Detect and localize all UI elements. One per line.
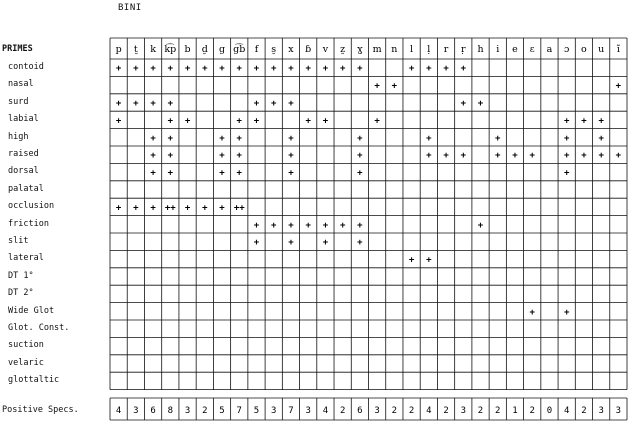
feature-cell-plus: + xyxy=(219,203,225,214)
segment-header: ɣ xyxy=(357,44,363,55)
segment-header: z̮ xyxy=(340,44,346,55)
feature-cell-plus: + xyxy=(357,151,363,162)
feature-label: Wide Glot xyxy=(8,305,55,316)
feature-label: slit xyxy=(8,236,29,246)
segment-header: h xyxy=(477,44,484,55)
positive-specs-label: Positive Specs. xyxy=(2,405,79,415)
feature-cell-plus: + xyxy=(288,168,294,179)
positive-spec-count: 2 xyxy=(443,406,449,416)
feature-cell-plus: + xyxy=(477,99,484,109)
feature-cell-plus: + xyxy=(563,133,570,144)
feature-cell-plus: + xyxy=(236,64,242,75)
feature-cell-plus: + xyxy=(322,116,329,127)
positive-spec-count: 3 xyxy=(184,406,191,416)
positive-spec-count: 6 xyxy=(150,406,156,416)
feature-cell-plus: + xyxy=(150,151,156,162)
feature-cell-plus: + xyxy=(271,99,277,109)
feature-cell-plus: + xyxy=(563,307,570,318)
positive-spec-count: 7 xyxy=(288,406,294,416)
feature-label: DT 1° xyxy=(8,270,34,281)
feature-cell-plus: + xyxy=(408,255,415,266)
feature-cell-plus: + xyxy=(391,81,398,92)
feature-cell-plus: + xyxy=(184,203,191,214)
feature-cell-plus: + xyxy=(408,64,415,75)
feature-cell-plus: + xyxy=(581,116,587,127)
segment-header: x xyxy=(288,44,294,55)
segment-header: k xyxy=(150,44,156,55)
segment-header: ĩ xyxy=(616,44,620,55)
feature-cell-plus: + xyxy=(495,151,501,162)
feature-label: contoid xyxy=(8,62,44,72)
positive-spec-count: 2 xyxy=(529,406,535,416)
feature-cell-plus: + xyxy=(167,99,174,109)
feature-cell-plus: + xyxy=(598,133,604,144)
feature-cell-plus: + xyxy=(563,116,570,127)
feature-cell-plus: + xyxy=(322,64,329,75)
positive-spec-count: 2 xyxy=(477,406,484,416)
feature-label: raised xyxy=(8,149,39,159)
feature-cell-plus: + xyxy=(460,99,466,109)
segment-header: f xyxy=(254,44,259,55)
feature-cell-plus: + xyxy=(150,99,156,109)
positive-spec-count: 1 xyxy=(512,406,518,416)
segment-header: u xyxy=(598,44,605,55)
primes-heading: PRIMES xyxy=(2,44,33,54)
feature-cell-plus: + xyxy=(477,220,484,231)
feature-cell-plus: + xyxy=(357,238,363,249)
positive-spec-count: 5 xyxy=(253,406,260,416)
feature-label: lateral xyxy=(8,253,44,264)
feature-cell-plus: + xyxy=(305,64,311,75)
positive-spec-count: 3 xyxy=(460,406,466,416)
feature-label: suction xyxy=(8,340,44,351)
feature-cell-plus: + xyxy=(253,116,260,127)
positive-spec-count: 2 xyxy=(408,406,415,416)
feature-cell-plus: + xyxy=(253,220,260,231)
feature-cell-plus: + xyxy=(426,151,432,162)
positive-spec-count: 3 xyxy=(374,406,380,416)
feature-cell-plus: + xyxy=(184,64,191,75)
feature-cell-plus: + xyxy=(219,64,225,75)
feature-cell-plus: + xyxy=(529,307,535,318)
feature-cell-plus: + xyxy=(236,116,242,127)
feature-cell-plus: + xyxy=(529,151,535,162)
positive-spec-count: 5 xyxy=(219,406,225,416)
feature-cell-plus: + xyxy=(167,64,174,75)
segment-header: ɛ xyxy=(529,44,535,55)
feature-cell-plus: + xyxy=(115,64,122,75)
feature-cell-plus: + xyxy=(253,64,260,75)
positive-spec-count: 2 xyxy=(339,406,346,416)
document-title: BINI xyxy=(118,3,142,13)
feature-cell-plus: + xyxy=(236,133,242,144)
feature-cell-plus: + xyxy=(443,151,449,162)
feature-cell-plus: + xyxy=(167,116,174,127)
feature-cell-plus: + xyxy=(219,133,225,144)
feature-cell-plus: + xyxy=(236,151,242,162)
feature-cell-plus: + xyxy=(598,116,604,127)
feature-cell-plus: + xyxy=(563,151,570,162)
feature-label: surd xyxy=(8,96,29,107)
feature-cell-plus: + xyxy=(184,116,191,127)
feature-label: Glot. Const. xyxy=(8,323,70,333)
segment-header: i xyxy=(496,44,500,55)
feature-label: velaric xyxy=(8,357,44,368)
feature-cell-plus: + xyxy=(288,133,294,144)
feature-label: labial xyxy=(8,114,39,125)
feature-label: dorsal xyxy=(8,166,39,177)
feature-cell-plus: + xyxy=(167,133,174,144)
feature-cell-plus: + xyxy=(133,64,139,75)
feature-cell-plus: + xyxy=(426,133,432,144)
feature-cell-plus: + xyxy=(615,151,622,162)
feature-cell-plus: + xyxy=(150,64,156,75)
feature-cell-plus: + xyxy=(615,81,622,92)
feature-cell-plus: + xyxy=(219,151,225,162)
feature-cell-plus: + xyxy=(357,133,363,144)
segment-header: g͡b xyxy=(233,44,246,55)
feature-cell-plus: + xyxy=(253,99,260,109)
feature-cell-plus: + xyxy=(288,220,294,231)
positive-spec-count: 3 xyxy=(598,406,604,416)
feature-cell-plus: + xyxy=(357,220,363,231)
feature-cell-plus: + xyxy=(374,116,380,127)
feature-cell-plus: + xyxy=(115,203,122,214)
feature-label: nasal xyxy=(8,79,34,90)
segment-header: ɓ xyxy=(305,44,312,55)
feature-cell-plus: + xyxy=(271,64,277,75)
segment-header: t̮ xyxy=(133,44,138,55)
feature-label: glottaltic xyxy=(8,375,60,386)
feature-cell-plus: + xyxy=(219,168,225,179)
feature-cell-plus: + xyxy=(443,64,449,75)
positive-spec-count: 4 xyxy=(563,406,570,416)
segment-header: a xyxy=(546,44,553,55)
positive-spec-count: 4 xyxy=(426,406,432,416)
feature-cell-plus: + xyxy=(167,168,174,179)
segment-header: ḷ xyxy=(427,44,431,55)
feature-cell-plus: + xyxy=(305,116,311,127)
segment-header: p xyxy=(115,44,122,55)
positive-spec-count: 4 xyxy=(115,406,122,416)
feature-cell-plus: + xyxy=(322,238,329,249)
feature-cell-plus: + xyxy=(150,168,156,179)
segment-header: s̮ xyxy=(271,44,277,55)
feature-cell-plus: + xyxy=(460,64,466,75)
feature-cell-plus: + xyxy=(288,151,294,162)
feature-cell-plus: + xyxy=(271,220,277,231)
positive-spec-count: 2 xyxy=(581,406,587,416)
feature-cell-plus: + xyxy=(460,151,466,162)
feature-cell-plus: + xyxy=(150,203,156,214)
feature-cell-plus: + xyxy=(236,168,242,179)
feature-cell-plus: + xyxy=(288,64,294,75)
feature-cell-plus: + xyxy=(512,151,518,162)
positive-spec-count: 6 xyxy=(357,406,363,416)
positive-spec-count: 3 xyxy=(305,406,311,416)
positive-spec-count: 3 xyxy=(133,406,139,416)
feature-cell-plus: + xyxy=(322,220,329,231)
feature-cell-plus: + xyxy=(598,151,604,162)
feature-cell-plus: + xyxy=(495,133,501,144)
segment-header: d̮ xyxy=(201,44,208,55)
feature-cell-plus: + xyxy=(426,255,432,266)
feature-cell-plus: + xyxy=(150,133,156,144)
feature-cell-plus: + xyxy=(133,203,139,214)
feature-cell-plus: + xyxy=(133,99,139,109)
feature-cell-plus: + xyxy=(202,64,208,75)
segment-header: r xyxy=(443,44,449,55)
feature-cell-plus: + xyxy=(115,116,122,127)
positive-spec-count: 2 xyxy=(202,406,208,416)
segment-header: ṛ xyxy=(461,44,466,55)
feature-label: palatal xyxy=(8,183,44,194)
feature-label: high xyxy=(8,131,29,142)
feature-cell-plus: + xyxy=(339,220,346,231)
positive-spec-count: 0 xyxy=(546,406,553,416)
segment-header: l xyxy=(410,44,414,55)
feature-cell-plus: + xyxy=(357,168,363,179)
segment-header: e xyxy=(512,44,518,55)
feature-cell-plus: + xyxy=(357,64,363,75)
segment-header: o xyxy=(581,44,587,55)
feature-label: occlusion xyxy=(8,201,55,212)
segment-header: n xyxy=(391,44,398,55)
feature-cell-plus: + xyxy=(288,99,294,109)
feature-label: friction xyxy=(8,218,49,229)
positive-spec-count: 2 xyxy=(391,406,398,416)
feature-cell-plus: + xyxy=(374,81,380,92)
feature-cell-plus: + xyxy=(426,64,432,75)
positive-spec-count: 4 xyxy=(322,406,329,416)
segment-header: m xyxy=(372,44,382,55)
feature-cell-plus: + xyxy=(202,203,208,214)
positive-spec-count: 3 xyxy=(271,406,277,416)
positive-spec-count: 8 xyxy=(167,406,174,416)
segment-header: ɔ xyxy=(564,44,570,55)
feature-cell-plus: + xyxy=(115,99,122,109)
feature-cell-plus: + xyxy=(305,220,311,231)
feature-label: DT 2° xyxy=(8,288,34,299)
feature-cell-plus: ++ xyxy=(164,203,176,214)
feature-cell-plus: ++ xyxy=(233,203,245,214)
segment-header: k͡p xyxy=(164,44,177,55)
feature-cell-plus: + xyxy=(581,151,587,162)
feature-cell-plus: + xyxy=(563,168,570,179)
feature-cell-plus: + xyxy=(288,238,294,249)
feature-cell-plus: + xyxy=(253,238,260,249)
positive-spec-count: 2 xyxy=(495,406,501,416)
segment-header: v xyxy=(322,44,329,55)
segment-header: g xyxy=(218,44,226,55)
positive-spec-count: 7 xyxy=(236,406,242,416)
segment-header: b xyxy=(184,44,191,55)
feature-cell-plus: + xyxy=(167,151,174,162)
positive-spec-count: 3 xyxy=(615,406,622,416)
feature-cell-plus: + xyxy=(339,64,346,75)
